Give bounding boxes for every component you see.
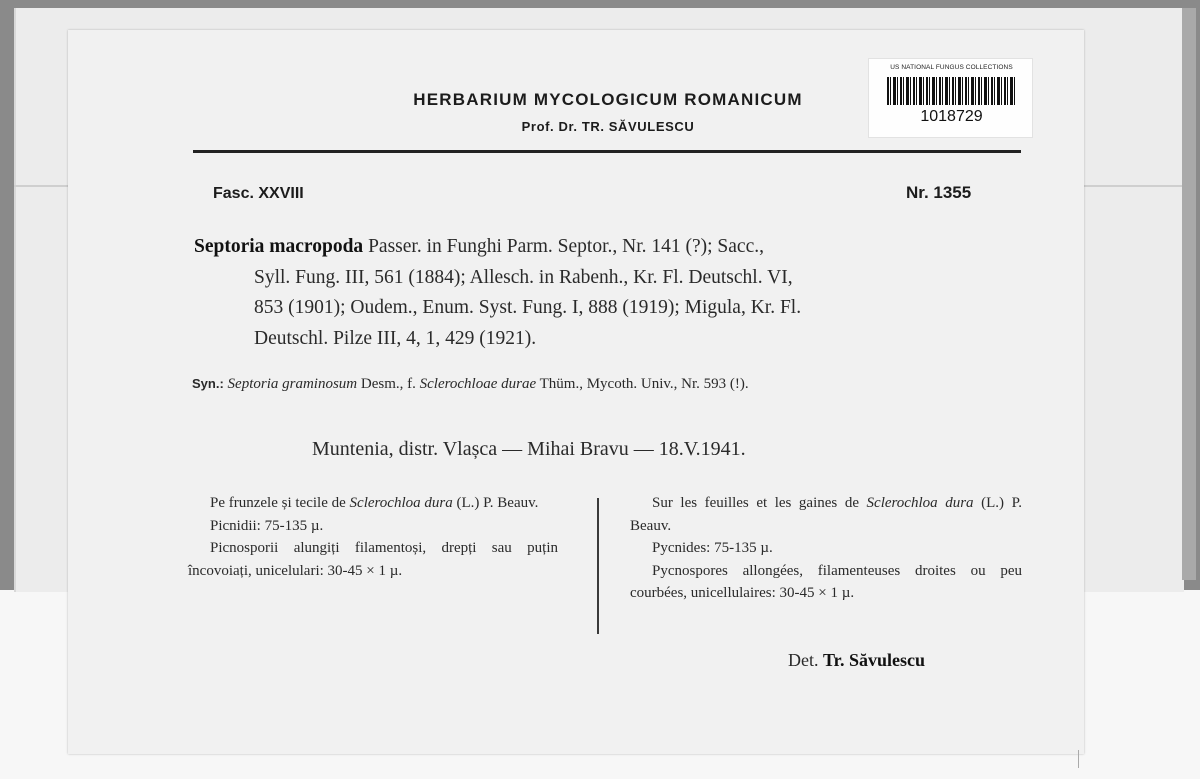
ro-picnidii: Picnidii: 75-135 µ. <box>210 517 324 534</box>
determiner-name: Tr. Săvulescu <box>823 650 926 670</box>
envelope-fold <box>14 185 74 187</box>
paper-mark <box>1078 750 1079 768</box>
fr-host: Sur les feuilles et les gaines de Sclerochloa dura (L.) P. Beauv. <box>630 495 1023 534</box>
ro-host: Pe frunzele și tecile de Sclerochloa dura (L.) P. Beauv. <box>210 495 539 511</box>
synonym-host: Sclerochloae durae <box>419 376 537 392</box>
specimen-number: Nr. 1355 <box>906 183 972 202</box>
herbarium-curator: Prof. Dr. TR. SĂVULESCU <box>521 119 695 134</box>
determiner: Det. Tr. Săvulescu <box>788 650 926 670</box>
barcode-sticker <box>868 58 1033 138</box>
species-name: Septoria macropoda <box>194 236 364 257</box>
collection-locality: Muntenia, distr. Vlașca — Mihai Bravu — 18.V.1941. <box>312 438 746 460</box>
envelope-edge <box>1182 8 1196 580</box>
reference-line-1: Septoria macropoda Passer. in Funghi Parm. Septor., Nr. 141 (?); Sacc., <box>194 236 764 257</box>
reference-line-2: Syll. Fung. III, 561 (1884); Allesch. in Rabenh., Kr. Fl. Deutschl. VI, <box>254 266 793 288</box>
taxon-reference <box>194 232 1024 354</box>
reference-line-4: Deutschl. Pilze III, 4, 1, 429 (1921). <box>254 327 537 349</box>
envelope-fold-right <box>1082 185 1182 187</box>
barcode-icon <box>887 77 1017 105</box>
herbarium-label <box>68 30 1084 754</box>
herbarium-title: HERBARIUM MYCOLOGICUM ROMANICUM <box>413 90 803 109</box>
header-rule <box>193 150 1021 153</box>
french-description <box>630 492 1022 605</box>
fascicle-number: Fasc. XXVIII <box>213 185 304 202</box>
synonym-label: Syn.: <box>192 376 224 391</box>
barcode-number: 1018729 <box>920 108 983 125</box>
romanian-description <box>188 492 558 582</box>
barcode-collection: US NATIONAL FUNGUS COLLECTIONS <box>890 64 1013 71</box>
fr-spores: Pycnospores allongées, filamenteuses droites ou peu courbées, unicellulaires: 30-45 × 1 µ. <box>630 562 1022 601</box>
reference-line-3: 853 (1901); Oudem., Enum. Syst. Fung. I, 888 (1919); Migula, Kr. Fl. <box>254 297 802 318</box>
synonym-line: Syn.: Septoria graminosum Desm., f. Sclerochloae durae Thüm., Mycoth. Univ., Nr. 593 (!). <box>192 376 749 392</box>
column-divider <box>597 498 599 634</box>
synonym-name: Septoria graminosum <box>227 376 358 392</box>
fr-pycnides: Pycnides: 75-135 µ. <box>652 540 773 556</box>
ro-spores: Picnosporii alungiți filamentoși, drepți sau puțin încovoiați, unicelulari: 30-45 × 1 µ. <box>188 540 558 579</box>
